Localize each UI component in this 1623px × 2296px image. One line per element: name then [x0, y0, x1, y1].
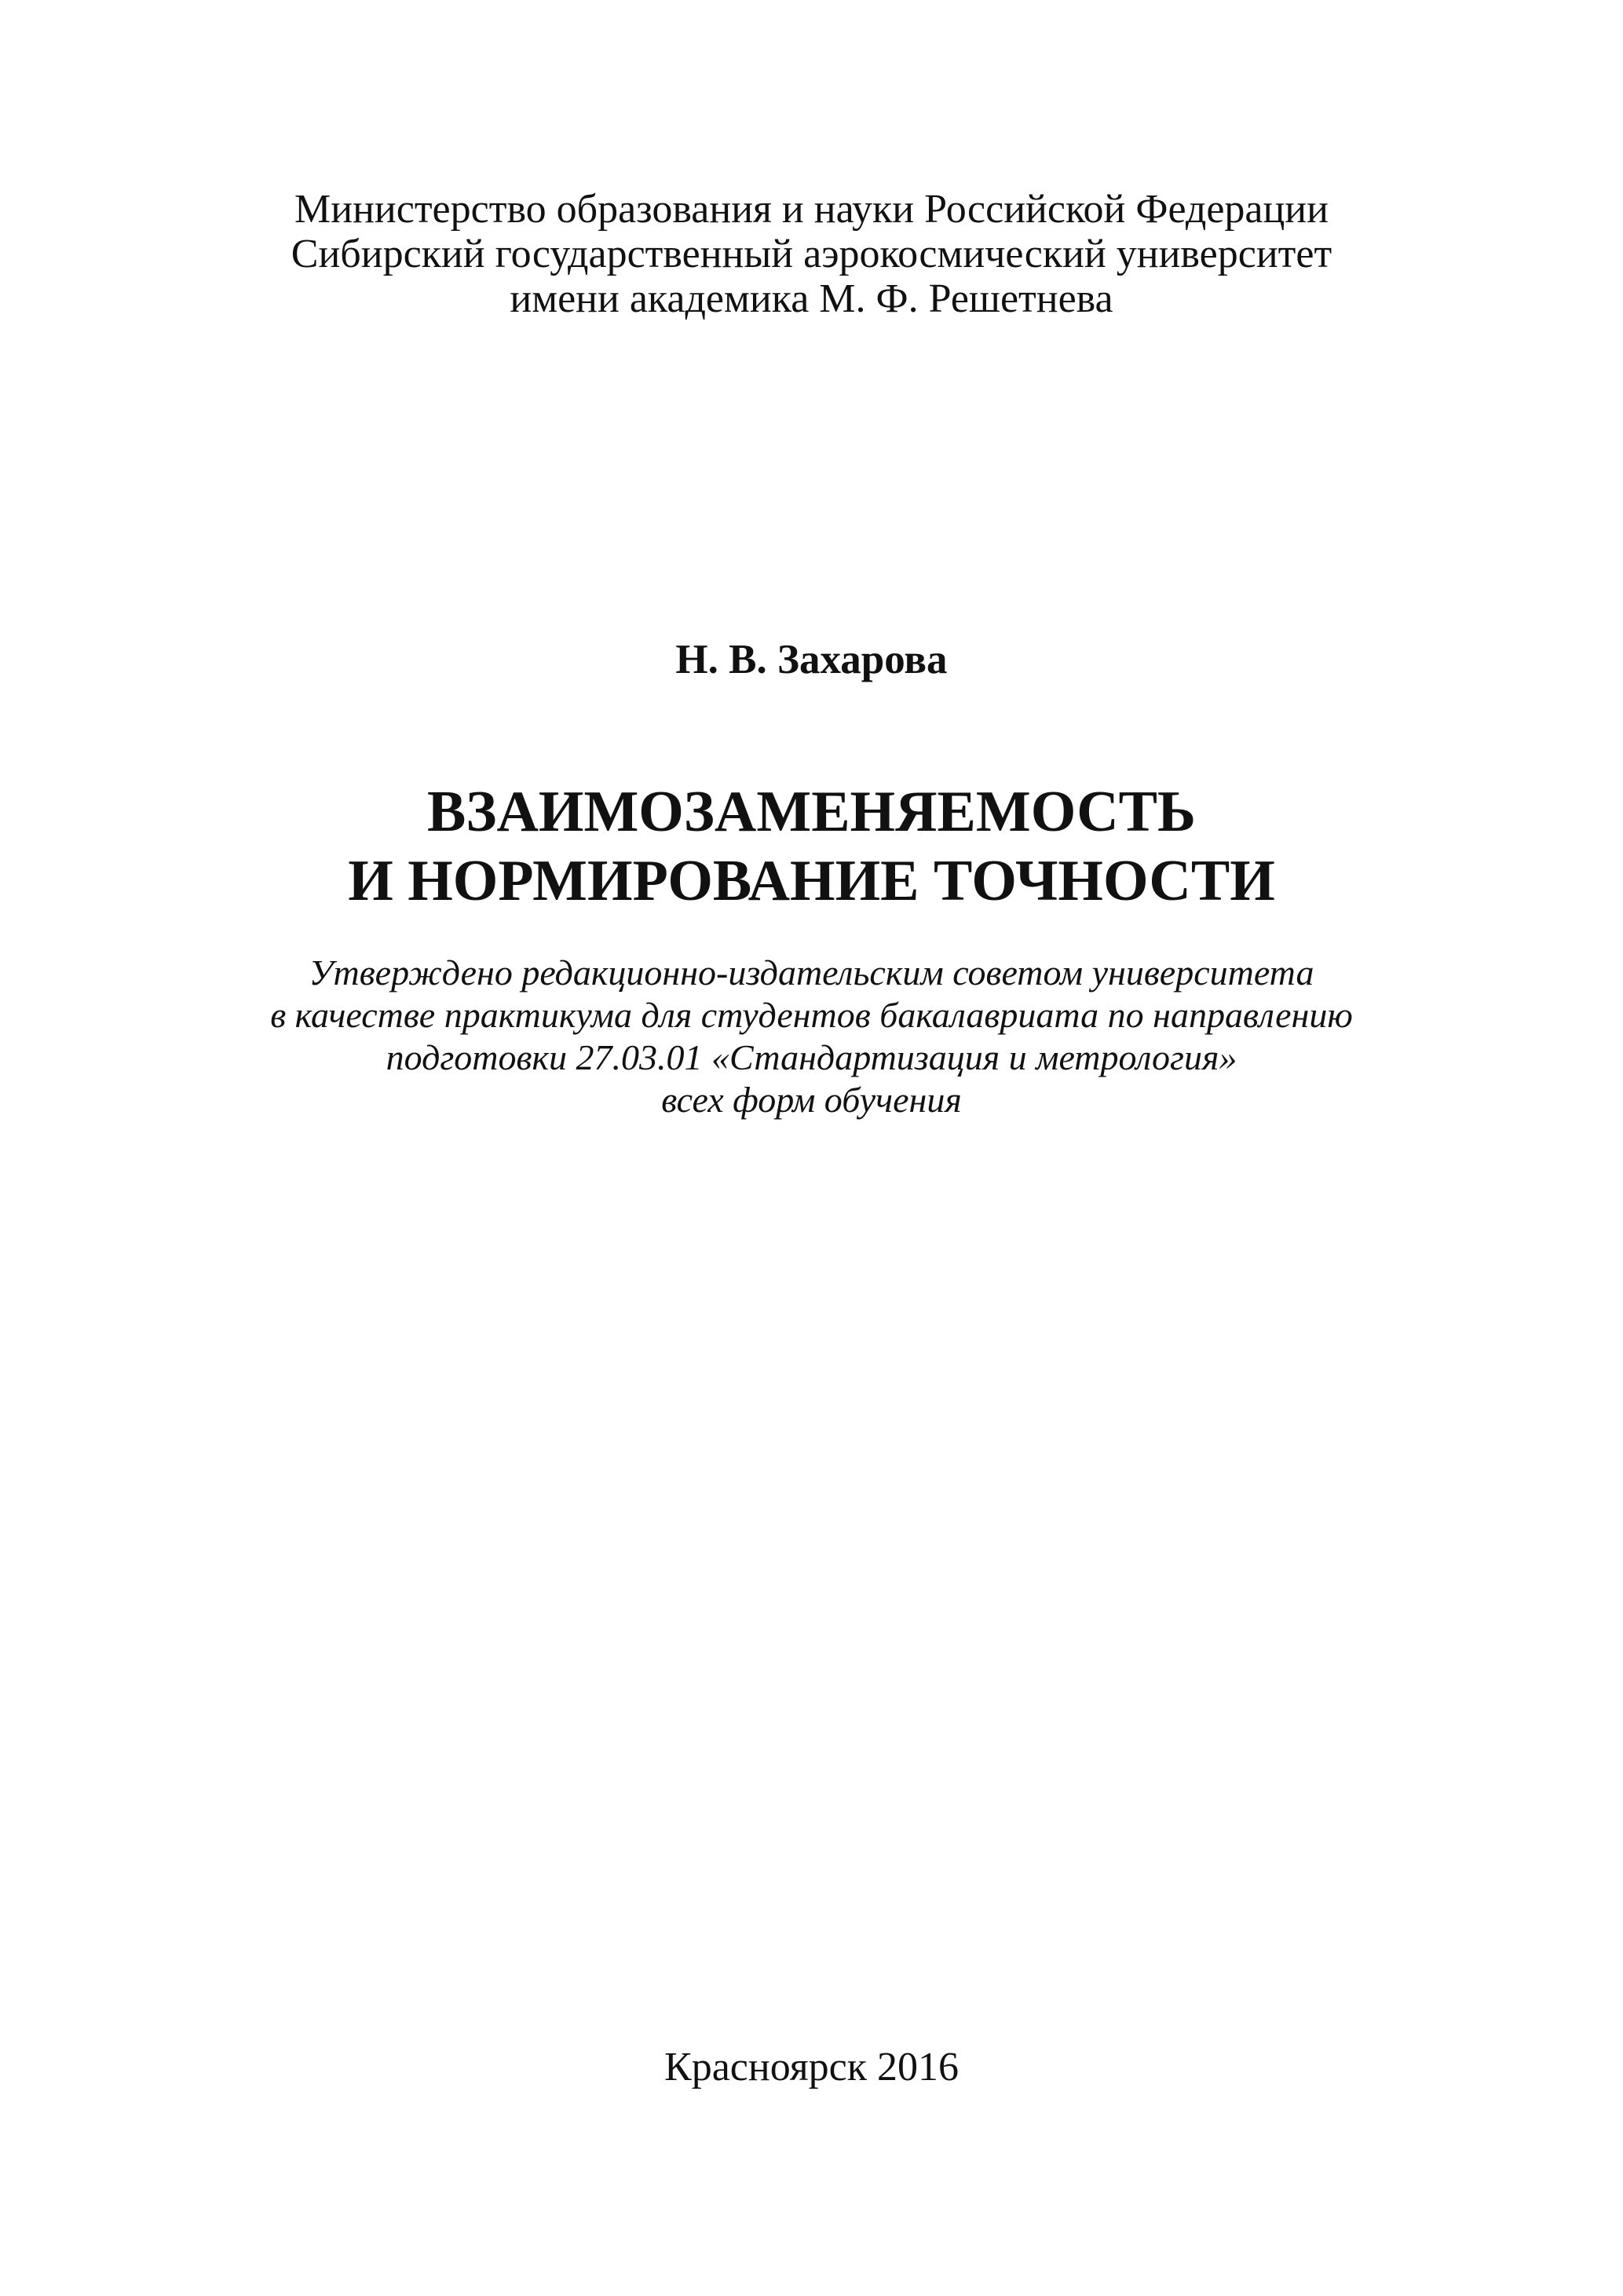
title-line-1: ВЗАИМОЗАМЕНЯЕМОСТЬ: [427, 780, 1196, 844]
approval-note: [0, 952, 1623, 1121]
approval-line-1: Утверждено редакционно-издательским советом университета: [309, 952, 1314, 993]
author-name: Н. В. Захарова: [675, 637, 948, 682]
institution-header: [0, 187, 1623, 321]
title-line-2: И НОРМИРОВАНИЕ ТОЧНОСТИ: [348, 849, 1275, 913]
place-year: Красноярск 2016: [664, 2045, 959, 2089]
approval-line-2: в качестве практикума для студентов бакалавриата по направлению: [270, 995, 1353, 1035]
book-title: [0, 777, 1623, 916]
university-name-line: имени академика М. Ф. Решетнева: [510, 276, 1113, 321]
approval-line-4: всех форм обучения: [661, 1080, 962, 1120]
university-line: Сибирский государственный аэрокосмический университет: [291, 232, 1332, 276]
approval-line-3: подготовки 27.03.01 «Стандартизация и метрология»: [386, 1037, 1237, 1077]
ministry-line: Министерство образования и науки Российской Федерации: [294, 187, 1329, 232]
